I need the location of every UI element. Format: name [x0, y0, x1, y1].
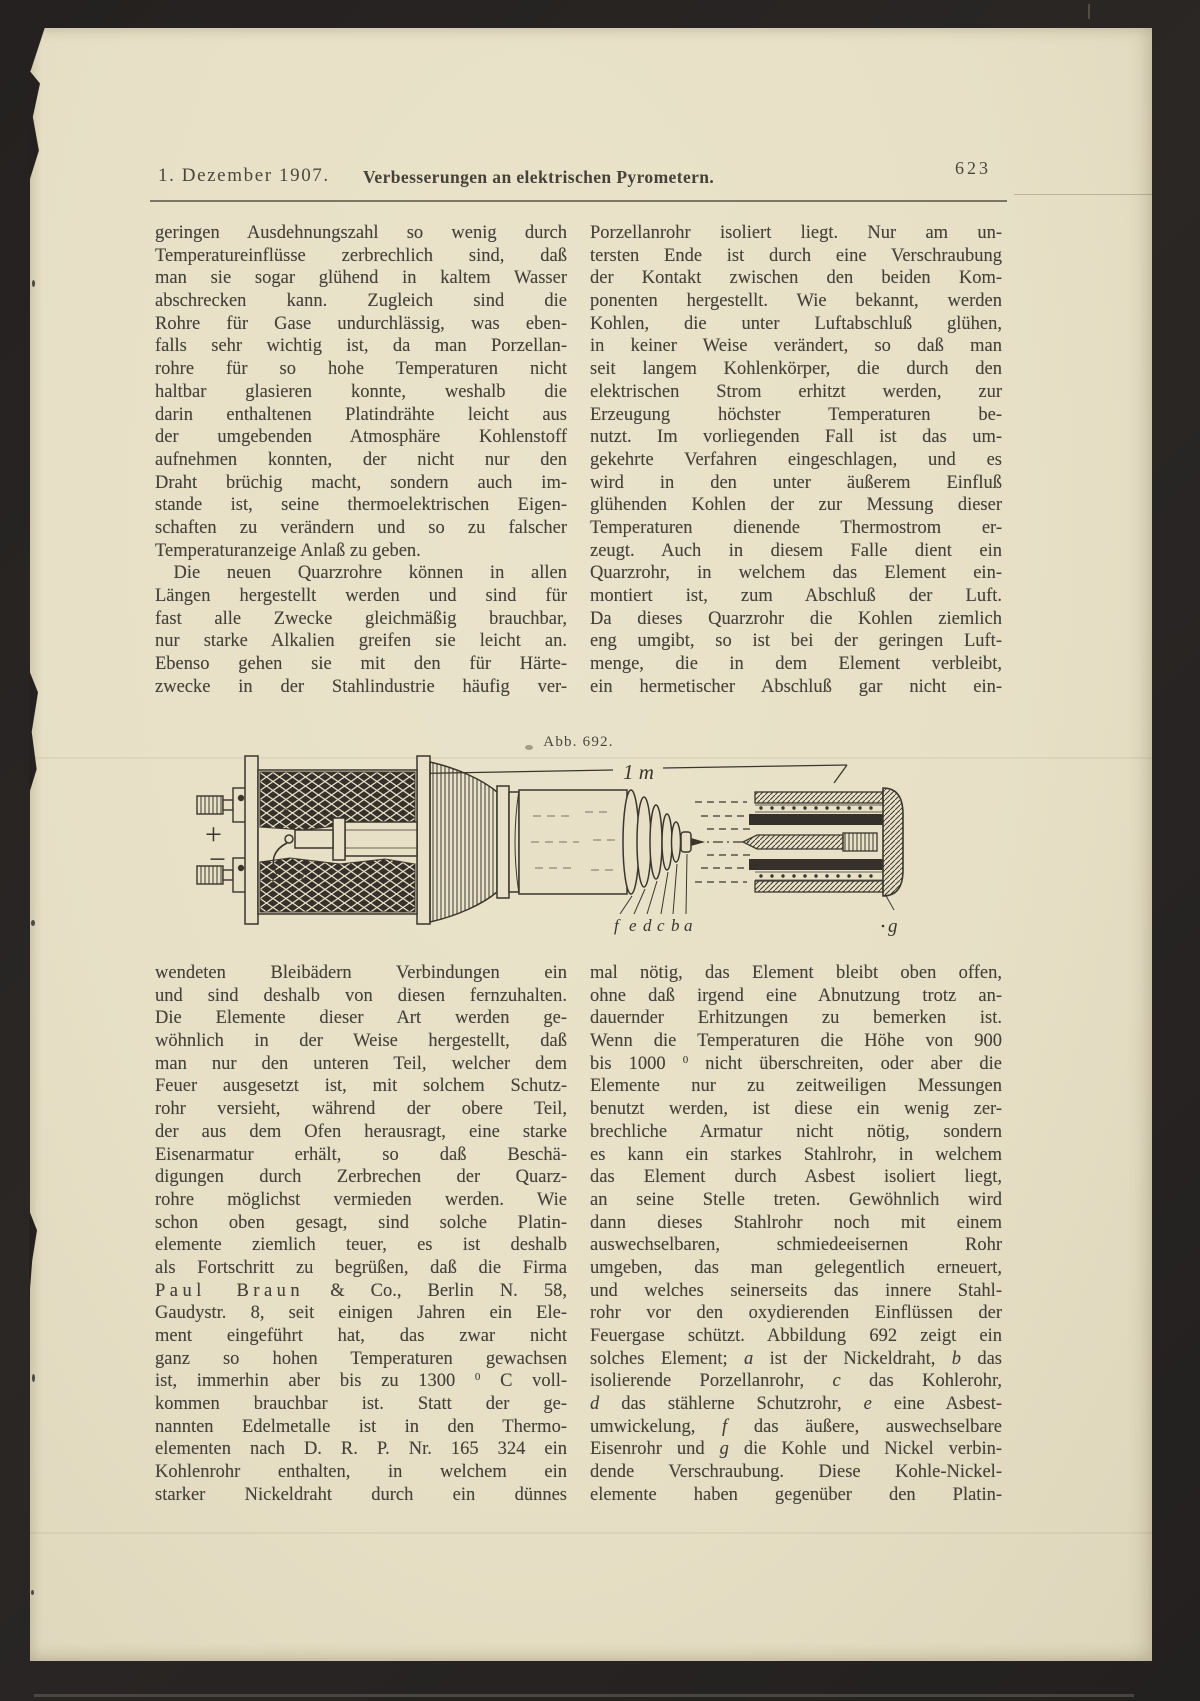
text-line: als Fortschritt zu begrüßen, daß die Firma: [155, 1257, 567, 1278]
protection-tube-section: [743, 788, 903, 896]
text-line: nutzt. Im vorliegenden Fall ist das um-: [590, 427, 1002, 448]
figure-caption: Abb. 692.: [543, 734, 614, 750]
journal-page: [30, 28, 1152, 1661]
paper-speck: [31, 920, 35, 926]
text-line: montiert ist, zum Abschluß der Luft.: [590, 586, 1002, 606]
text-line: geringen Ausdehnungszahl so wenig durch: [155, 223, 567, 243]
text-line: Paul Braun & Co., Berlin N. 58,: [155, 1280, 567, 1301]
text-line: Kohlenrohr enthalten, in welchem ein: [155, 1462, 567, 1483]
text-line: ist, immerhin aber bis zu 1300 $^0$ C voll-: [155, 1371, 568, 1392]
text-line: elektrischen Strom erhitzt werden, zur: [590, 381, 1002, 402]
text-line: man sie sogar glühend in kaltem Wasser: [155, 268, 567, 289]
column-bottom-left: [155, 962, 567, 1507]
page-title: Verbesserungen an elektrischen Pyrometern.: [363, 167, 715, 187]
text-line: umgeben, das man gelegentlich erneuert,: [590, 1257, 1002, 1278]
text-line: dauernder Erhitzungen zu bemerken ist.: [590, 1008, 1002, 1029]
text-line: Eisenarmatur erhält, so daß Beschä-: [155, 1144, 567, 1165]
text-line: der umgebenden Atmosphäre Kohlenstoff: [155, 427, 567, 448]
text-line: und welches seinerseits das innere Stahl-: [590, 1280, 1002, 1301]
text-line: Feuer ausgesetzt ist, mit solchem Schutz-: [155, 1076, 567, 1097]
text-line: mal nötig, das Element bleibt oben offen,: [590, 963, 1002, 983]
part-label-f: f: [614, 916, 619, 935]
text-line: Rohre für Gase undurchlässig, was eben-: [155, 313, 567, 334]
text-line: Feuergase schützt. Abbildung 692 zeigt ein: [590, 1326, 1002, 1346]
text-line: auswechselbaren, schmiedeeisernen Rohr: [590, 1235, 1002, 1256]
text-line: Längen hergestellt werden und sind für: [155, 586, 567, 606]
text-line: Elemente nur zu zeitweiligen Messungen: [590, 1076, 1002, 1097]
text-line: haltbar glasieren konnte, weshalb die: [155, 381, 567, 402]
text-line: und sind deshalb von diesen fernzuhalten.: [155, 985, 567, 1006]
text-line: bis 1000 $^0$ nicht überschreiten, oder aber die: [590, 1053, 1002, 1074]
text-line: Quarzrohr, in welchem das Element ein-: [590, 563, 1002, 584]
text-line: wird in den unter äußerem Einfluß: [590, 472, 1002, 493]
text-line: wöhnlich in der Weise hergestellt, daß: [155, 1031, 567, 1052]
torn-edge-notch: [29, 1210, 37, 1302]
paper-speck: [32, 1374, 35, 1382]
minus-terminal-label: −: [209, 843, 226, 876]
text-line: solches Element; a ist der Nickeldraht, b das: [590, 1348, 1002, 1369]
text-line: dende Verschraubung. Diese Kohle-Nickel-: [590, 1462, 1002, 1483]
text-line: glühenden Kohlen der zur Messung dieser: [590, 495, 1002, 516]
paper-speck: [31, 1590, 34, 1595]
header-rule-fragment: [1014, 194, 1152, 195]
text-line: wendeten Bleibädern Verbindungen ein: [155, 963, 567, 983]
text-line: ponenten hergestellt. Wie bekannt, werden: [590, 291, 1002, 312]
text-line: rohr vor den oxydierenden Einflüssen der: [590, 1303, 1002, 1324]
text-line: elemente ziemlich teuer, es ist deshalb: [155, 1235, 567, 1256]
text-line: Eisenrohr und g die Kohle und Nickel verbin-: [590, 1439, 1002, 1460]
text-line: umwickelung, f das äußere, auswechselbare: [590, 1416, 1002, 1437]
dimension-label: 1 m: [623, 760, 654, 784]
scan-scratch-artifact: [1088, 4, 1090, 19]
text-line: Gaudystr. 8, seit einigen Jahren ein Ele-: [155, 1303, 567, 1324]
text-line: brechliche Armatur nicht nötig, sondern: [590, 1121, 1002, 1142]
scan-edge-artifact: [34, 1694, 1134, 1697]
text-line: Die neuen Quarzrohre können in allen: [155, 563, 567, 584]
head-label-a: a: [283, 803, 289, 817]
figure-pyrometer-element: [195, 750, 905, 942]
text-line: elementen nach D. R. P. Nr. 165 324 ein: [155, 1439, 567, 1460]
element-head: [245, 756, 430, 924]
text-line: d das stählerne Schutzrohr, e eine Asbest-: [590, 1394, 1002, 1415]
text-line: rohr versieht, während der obere Teil,: [155, 1099, 567, 1120]
text-line: ohne daß irgend eine Abnutzung trotz an-: [590, 985, 1002, 1006]
page-number: 623: [955, 158, 991, 178]
text-line: gekehrte Verfahren eingeschlagen, und es: [590, 449, 1002, 470]
text-line: Draht brüchig macht, sondern auch im-: [155, 472, 567, 493]
text-line: menge, die in dem Element verbleibt,: [590, 654, 1002, 675]
part-label-e: e: [629, 916, 637, 935]
text-line: Kohlen, die unter Luftabschluß glühen,: [590, 313, 1002, 334]
text-line: Ebenso gehen sie mit den für Härte-: [155, 654, 567, 675]
part-label-d: d: [643, 916, 652, 935]
text-line: starker Nickeldraht durch ein dünnes: [155, 1484, 567, 1505]
text-line: es kann ein starkes Stahlrohr, in welchem: [590, 1144, 1002, 1165]
text-line: digungen durch Zerbrechen der Quarz-: [155, 1167, 567, 1188]
header-date: 1. Dezember 1907.: [158, 165, 330, 186]
plus-terminal-label: +: [205, 818, 222, 851]
header-rule: [150, 200, 1007, 202]
torn-corner: [29, 27, 45, 71]
text-line: Porzellanrohr isoliert liegt. Nur am un-: [590, 223, 1002, 243]
text-line: schaften zu verändern und so zu falscher: [155, 517, 567, 538]
text-line: tersten Ende ist durch eine Verschraubung: [590, 245, 1002, 266]
text-line: ganz so hohen Temperaturen gewachsen: [155, 1348, 567, 1369]
text-line: fast alle Zwecke gleichmäßig brauchbar,: [155, 608, 567, 629]
column-top-left: [155, 222, 567, 698]
torn-edge-notch: [29, 70, 40, 182]
text-line: kommen brauchbar ist. Statt der ge-: [155, 1394, 567, 1415]
text-line: stande ist, seine thermoelektrischen Eigen-: [155, 495, 567, 516]
text-line: darin enthaltenen Platindrähte leicht aus: [155, 404, 567, 425]
column-bottom-right: [590, 962, 1002, 1507]
text-line: zeugt. Auch in diesem Falle dient ein: [590, 540, 1002, 561]
text-line: benutzt werden, ist diese ein wenig zer-: [590, 1099, 1002, 1120]
text-line: nur starke Alkalien greifen sie leicht an.: [155, 631, 567, 652]
head-label-f: f: [271, 874, 275, 889]
part-label-b: b: [671, 916, 680, 935]
text-line: schon oben gesagt, sind solche Platin-: [155, 1212, 567, 1233]
part-label-a: a: [684, 916, 693, 935]
text-line: isolierende Porzellanrohr, c das Kohlerohr,: [590, 1371, 1002, 1392]
text-line: abschrecken kann. Zugleich sind die: [155, 291, 567, 312]
text-line: Die Elemente dieser Art werden ge-: [155, 1008, 567, 1029]
text-line: an seine Stelle treten. Gewöhnlich wird: [590, 1189, 1002, 1210]
paper-speck: [32, 280, 35, 287]
text-line: nannten Edelmetalle ist in den Thermo-: [155, 1416, 567, 1437]
text-line: Da dieses Quarzrohr die Kohlen ziemlich: [590, 608, 1002, 629]
column-top-right: [590, 222, 1002, 698]
text-line: Temperaturen dienende Thermostrom er-: [590, 517, 1002, 538]
text-line: seit langem Kohlenkörper, die durch den: [590, 359, 1002, 380]
text-line: in keiner Weise verändert, so daß man: [590, 336, 1002, 357]
text-line: rohre möglichst vermieden werden. Wie: [155, 1189, 567, 1210]
text-line: aufnehmen konnten, der nicht nur den: [155, 449, 567, 470]
text-line: rohre für so hohe Temperaturen nicht: [155, 359, 567, 380]
head-label-c: c: [301, 868, 307, 883]
text-line: dann dieses Stahlrohr noch mit einem: [590, 1212, 1002, 1233]
stray-dot: [882, 925, 885, 928]
fold-line: [30, 1532, 1152, 1534]
text-line: zwecke in der Stahlindustrie häufig ver-: [155, 676, 567, 697]
torn-edge-notch: [29, 670, 38, 794]
text-line: Wenn die Temperaturen die Höhe von 900: [590, 1031, 1002, 1052]
text-line: der Kontakt zwischen den beiden Kom-: [590, 268, 1002, 289]
text-line: ein hermetischer Abschluß gar nicht ein-: [590, 676, 1002, 697]
text-line: Temperatureinflüsse zerbrechlich sind, daß: [155, 245, 567, 266]
text-line: elemente haben gegenüber den Platin-: [590, 1484, 1002, 1505]
part-label-g: g: [888, 916, 898, 937]
text-line: falls sehr wichtig ist, da man Porzellan-: [155, 336, 567, 357]
text-line: Erzeugung höchster Temperaturen be-: [590, 404, 1002, 425]
text-line: ment eingeführt hat, das zwar nicht: [155, 1326, 567, 1346]
text-line: Temperaturanzeige Anlaß zu geben.: [155, 540, 421, 561]
part-label-c: c: [657, 916, 665, 935]
text-line: das Element durch Asbest isoliert liegt,: [590, 1167, 1002, 1188]
text-line: man nur den unteren Teil, welcher dem: [155, 1053, 567, 1074]
text-line: der aus dem Ofen herausragt, eine starke: [155, 1121, 567, 1142]
text-line: eng umgibt, so ist bei der geringen Luft-: [590, 631, 1002, 652]
